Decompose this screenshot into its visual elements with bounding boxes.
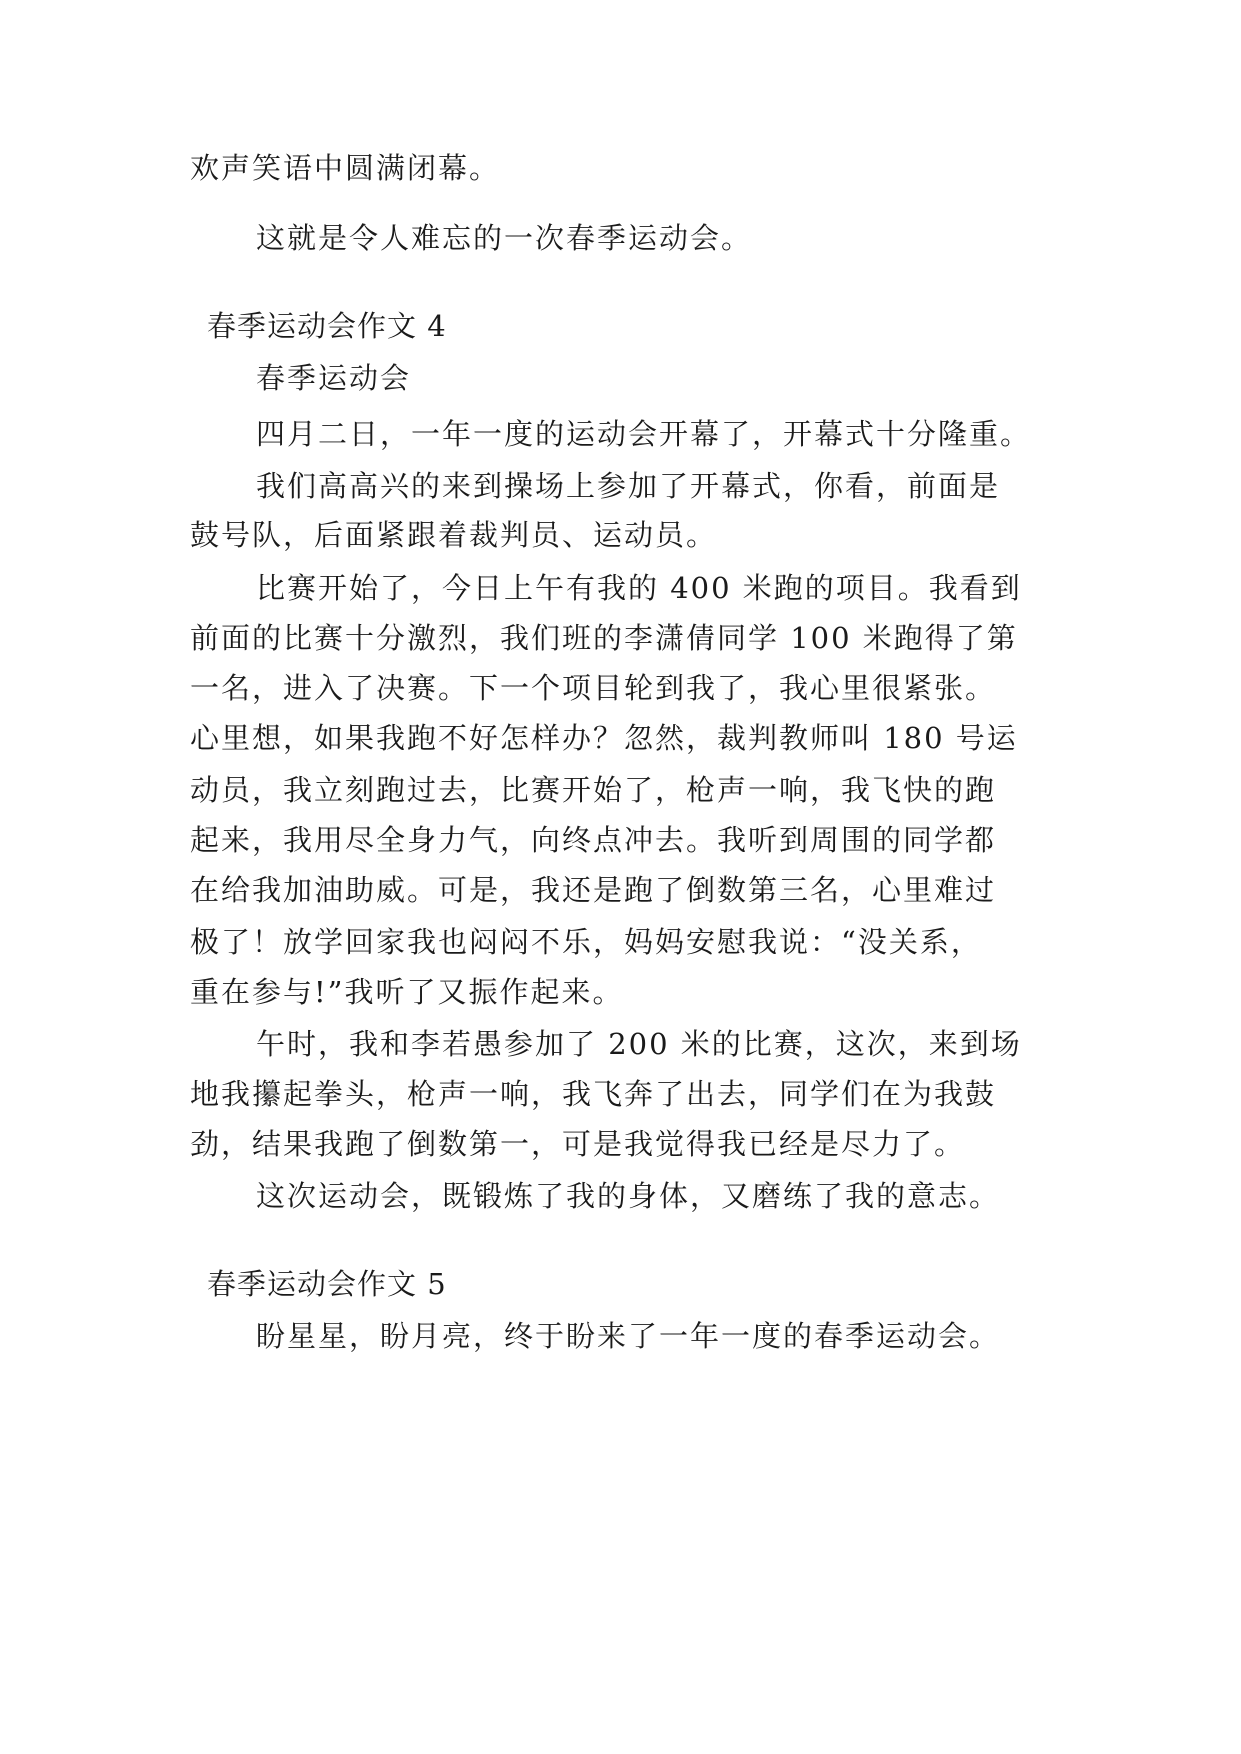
paragraph-line: 起来，我用尽全身力气，向终点冲去。我听到周围的同学都 <box>190 823 997 857</box>
essay-title: 春季运动会 <box>256 361 412 395</box>
paragraph-line: 重在参与!”我听了又振作起来。 <box>190 975 624 1009</box>
paragraph-line: 鼓号队，后面紧跟着裁判员、运动员。 <box>190 518 718 552</box>
paragraph-line: 午时，我和李若愚参加了 200 米的比赛，这次，来到场 <box>256 1027 1022 1061</box>
paragraph-line: 盼星星，盼月亮，终于盼来了一年一度的春季运动会。 <box>256 1319 1001 1353</box>
paragraph-line: 极了！放学回家我也闷闷不乐，妈妈安慰我说：“没关系， <box>190 925 982 959</box>
section-heading: 春季运动会作文 4 <box>207 309 447 343</box>
paragraph-line: 心里想，如果我跑不好怎样办？忽然，裁判教师叫 180 号运 <box>190 721 1018 755</box>
paragraph-line: 动员，我立刻跑过去，比赛开始了，枪声一响，我飞快的跑 <box>190 773 997 807</box>
paragraph-line: 在给我加油助威。可是，我还是跑了倒数第三名，心里难过 <box>190 873 997 907</box>
paragraph-line: 我们高高兴的来到操场上参加了开幕式，你看，前面是 <box>256 469 1001 503</box>
paragraph-line: 一名，进入了决赛。下一个项目轮到我了，我心里很紧张。 <box>190 671 997 705</box>
paragraph-line: 地我攥起拳头，枪声一响，我飞奔了出去，同学们在为我鼓 <box>190 1077 997 1111</box>
paragraph-line: 四月二日，一年一度的运动会开幕了，开幕式十分隆重。 <box>256 417 1032 451</box>
paragraph-line: 劲，结果我跑了倒数第一，可是我觉得我已经是尽力了。 <box>190 1127 966 1161</box>
paragraph-line: 前面的比赛十分激烈，我们班的李潇倩同学 100 米跑得了第 <box>190 621 1018 655</box>
paragraph-line: 比赛开始了，今日上午有我的 400 米跑的项目。我看到 <box>256 571 1022 605</box>
paragraph-line: 欢声笑语中圆满闭幕。 <box>190 151 501 185</box>
section-heading: 春季运动会作文 5 <box>207 1267 447 1301</box>
paragraph-line: 这次运动会，既锻炼了我的身体，又磨练了我的意志。 <box>256 1179 1001 1213</box>
paragraph-line: 这就是令人难忘的一次春季运动会。 <box>256 221 753 255</box>
